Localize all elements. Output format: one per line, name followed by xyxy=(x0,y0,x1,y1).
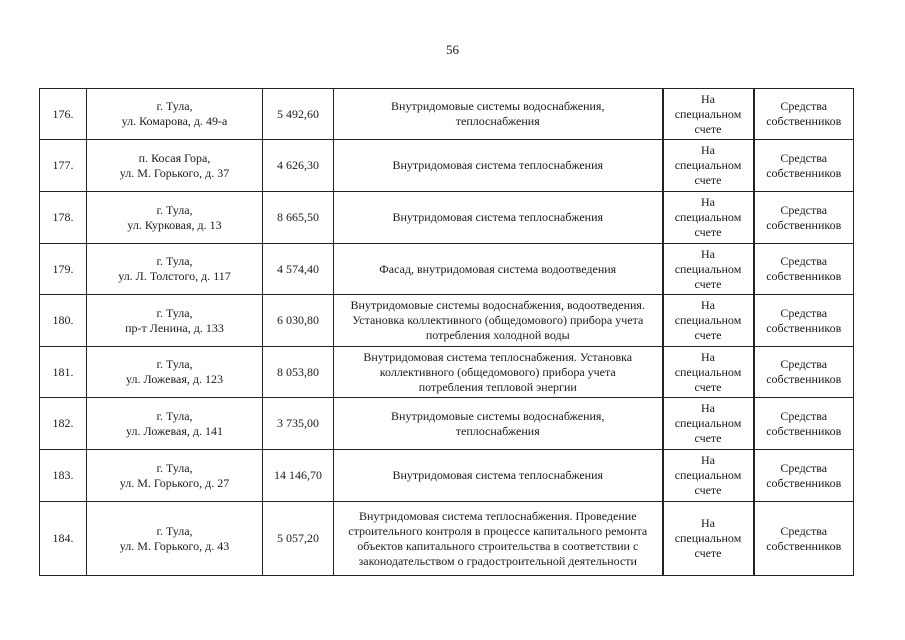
works-cell-line: теплоснабжения xyxy=(455,423,540,438)
source-cell-line: собственников xyxy=(766,423,842,438)
address-cell xyxy=(87,502,263,576)
works-cell xyxy=(334,140,663,192)
source-cell-line: Средства xyxy=(780,202,828,217)
address-cell-line: г. Тула, xyxy=(156,305,193,320)
address-cell-line: ул. Комарова, д. 49-а xyxy=(121,114,228,128)
works-cell-line: коллективного (общедомового) прибора учета xyxy=(379,364,616,379)
account-cell-line: счете xyxy=(694,483,722,497)
address-cell xyxy=(87,244,263,295)
address-cell-line: ул. Л. Толстого, д. 117 xyxy=(118,269,231,283)
source-cell xyxy=(754,295,854,347)
source-cell xyxy=(754,398,854,450)
source-cell xyxy=(754,140,854,192)
address-cell-line: ул. М. Горького, д. 37 xyxy=(119,165,230,180)
address-cell-line: ул. Курковая, д. 13 xyxy=(127,217,222,232)
works-cell xyxy=(334,295,663,347)
source-cell-line: Средства xyxy=(780,99,828,113)
source-cell-line: Средства xyxy=(780,254,828,268)
area-cell: 14 146,70 xyxy=(263,450,334,502)
account-cell xyxy=(663,450,754,502)
account-cell-line: специальном xyxy=(674,261,742,276)
area-cell: 8 053,80 xyxy=(263,347,334,398)
account-cell-line: специальном xyxy=(674,313,742,327)
source-cell-line: Средства xyxy=(780,357,828,371)
works-cell-line: Внутридомовая система теплоснабжения xyxy=(392,468,604,482)
works-cell xyxy=(334,89,663,140)
row-number: 176. xyxy=(40,89,87,140)
works-cell-line: Внутридомовая система теплоснабжения. Проведение xyxy=(358,508,637,523)
account-cell-line: На xyxy=(701,401,715,415)
account-cell-line: На xyxy=(701,91,715,106)
source-cell xyxy=(754,244,854,295)
address-cell xyxy=(87,398,263,450)
account-cell xyxy=(663,502,754,576)
source-cell-line: собственников xyxy=(766,269,842,283)
account-cell-line: счете xyxy=(694,121,722,136)
area-cell: 4 574,40 xyxy=(263,244,334,295)
source-cell-line: Средства xyxy=(780,305,828,320)
address-cell-line: п. Косая Гора, xyxy=(138,150,211,165)
account-cell-line: На xyxy=(701,349,715,364)
account-cell-line: специальном xyxy=(674,416,742,430)
account-cell-line: На xyxy=(701,195,715,209)
row-number: 182. xyxy=(40,398,87,450)
account-cell xyxy=(663,347,754,398)
account-cell-line: счете xyxy=(694,379,722,394)
works-cell xyxy=(334,192,663,244)
works-cell-line: Внутридомовые системы водоснабжения, xyxy=(391,99,605,113)
row-number: 179. xyxy=(40,244,87,295)
works-cell-line: Внутридомовые системы водоснабжения, водоотведения. xyxy=(350,298,645,312)
source-cell-line: собственников xyxy=(766,372,842,386)
source-cell-line: Средства xyxy=(780,523,828,538)
address-cell-line: ул. Ложевая, д. 123 xyxy=(126,372,223,386)
source-cell-line: собственников xyxy=(766,475,842,490)
source-cell-line: Средства xyxy=(780,150,828,165)
source-cell-line: собственников xyxy=(766,538,842,553)
account-cell xyxy=(663,192,754,244)
works-cell-line: потребления тепловой энергии xyxy=(418,379,577,394)
address-cell xyxy=(87,89,263,140)
account-cell-line: счете xyxy=(694,173,722,187)
address-cell-line: ул. Ложевая, д. 141 xyxy=(126,423,223,438)
address-cell-line: ул. М. Горького, д. 27 xyxy=(119,475,230,490)
works-cell-line: Внутридомовые системы водоснабжения, xyxy=(391,408,605,423)
area-cell: 8 665,50 xyxy=(263,192,334,244)
works-cell-line: Внутридомовая система теплоснабжения xyxy=(392,158,604,172)
works-cell xyxy=(334,398,663,450)
area-cell: 6 030,80 xyxy=(263,295,334,347)
address-cell-line: г. Тула, xyxy=(156,357,193,371)
area-cell: 5 057,20 xyxy=(263,502,334,576)
table-row xyxy=(40,398,854,450)
table-row xyxy=(40,347,854,398)
row-number: 183. xyxy=(40,450,87,502)
account-cell xyxy=(663,295,754,347)
address-cell xyxy=(87,295,263,347)
row-number: 178. xyxy=(40,192,87,244)
address-cell-line: г. Тула, xyxy=(156,460,193,475)
account-cell-line: специальном xyxy=(674,210,742,224)
address-cell-line: г. Тула, xyxy=(156,408,193,423)
source-cell xyxy=(754,450,854,502)
address-cell-line: пр-т Ленина, д. 133 xyxy=(125,320,224,335)
works-cell-line: Установка коллективного (общедомового) прибора учета xyxy=(352,313,644,327)
source-cell xyxy=(754,347,854,398)
source-cell-line: собственников xyxy=(766,217,842,232)
account-cell xyxy=(663,244,754,295)
source-cell-line: Средства xyxy=(780,460,828,475)
source-cell xyxy=(754,502,854,576)
source-cell-line: собственников xyxy=(766,114,842,128)
address-cell-line: ул. М. Горького, д. 43 xyxy=(119,538,230,553)
works-cell-line: Внутридомовая система теплоснабжения xyxy=(392,210,604,224)
account-cell-line: На xyxy=(701,246,715,261)
works-cell xyxy=(334,502,663,576)
table-row xyxy=(40,89,854,140)
works-cell-line: объектов капитального строительства в соответствии с xyxy=(357,538,639,553)
address-cell-line: г. Тула, xyxy=(156,99,193,113)
account-cell-line: специальном xyxy=(674,158,742,172)
table-row xyxy=(40,502,854,576)
account-cell-line: счете xyxy=(694,431,722,445)
address-cell xyxy=(87,347,263,398)
account-cell-line: специальном xyxy=(674,531,742,545)
source-cell xyxy=(754,192,854,244)
works-cell xyxy=(334,347,663,398)
page-number: 56 xyxy=(446,42,459,57)
account-cell-line: На xyxy=(701,143,715,157)
account-cell-line: специальном xyxy=(674,364,742,379)
address-cell-line: г. Тула, xyxy=(156,202,193,217)
account-cell xyxy=(663,140,754,192)
account-cell-line: На xyxy=(701,298,715,312)
address-cell-line: г. Тула, xyxy=(156,523,193,538)
works-cell-line: Внутридомовая система теплоснабжения. Установка xyxy=(363,349,633,364)
account-cell xyxy=(663,398,754,450)
area-cell: 4 626,30 xyxy=(263,140,334,192)
row-number: 177. xyxy=(40,140,87,192)
works-cell-line: законодательством о градостроительной деятельности xyxy=(358,553,637,568)
register-table xyxy=(39,88,854,576)
row-number: 184. xyxy=(40,502,87,576)
table-row xyxy=(40,295,854,347)
address-cell xyxy=(87,450,263,502)
area-cell: 5 492,60 xyxy=(263,89,334,140)
table-row xyxy=(40,140,854,192)
account-cell xyxy=(663,89,754,140)
works-cell-line: строительного контроля в процессе капитального ремонта xyxy=(348,523,648,538)
account-cell-line: счете xyxy=(694,225,722,239)
account-cell-line: счете xyxy=(694,328,722,342)
row-number: 181. xyxy=(40,347,87,398)
address-cell xyxy=(87,192,263,244)
works-cell xyxy=(334,244,663,295)
account-cell-line: На xyxy=(701,516,715,530)
source-cell-line: Средства xyxy=(780,408,828,423)
account-cell-line: счете xyxy=(694,546,722,560)
area-cell: 3 735,00 xyxy=(263,398,334,450)
works-cell-line: потребления холодной воды xyxy=(425,328,570,342)
account-cell-line: счете xyxy=(694,276,722,291)
source-cell-line: собственников xyxy=(766,320,842,335)
row-number: 180. xyxy=(40,295,87,347)
table-row xyxy=(40,192,854,244)
account-cell-line: специальном xyxy=(674,106,742,121)
source-cell xyxy=(754,89,854,140)
table-row xyxy=(40,450,854,502)
works-cell-line: теплоснабжения xyxy=(455,114,540,128)
table-row xyxy=(40,244,854,295)
account-cell-line: На xyxy=(701,453,715,467)
register-body xyxy=(40,89,854,576)
address-cell-line: г. Тула, xyxy=(156,254,193,268)
source-cell-line: собственников xyxy=(766,165,842,180)
address-cell xyxy=(87,140,263,192)
works-cell xyxy=(334,450,663,502)
works-cell-line: Фасад, внутридомовая система водоотведения xyxy=(379,261,617,276)
account-cell-line: специальном xyxy=(674,468,742,482)
